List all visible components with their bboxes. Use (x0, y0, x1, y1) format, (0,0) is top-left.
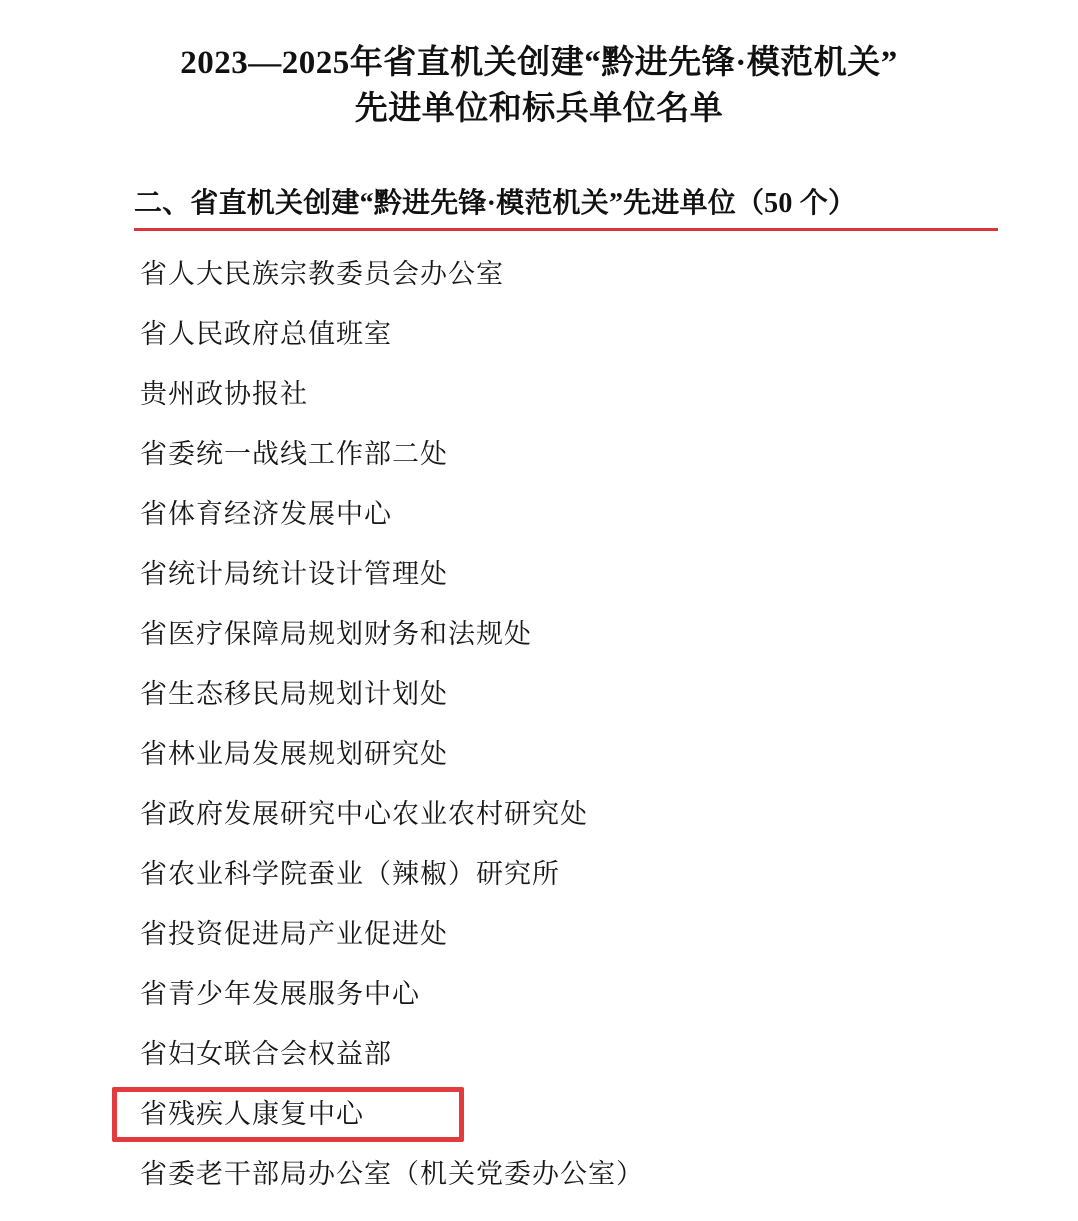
list-item (140, 424, 1026, 484)
list-item-label: 省青少年发展服务中心 (140, 979, 420, 1009)
list-item (140, 724, 1026, 784)
list-item-label: 省医疗保障局规划财务和法规处 (140, 619, 532, 649)
page-title-line-2: 先进单位和标兵单位名单 (354, 91, 724, 127)
list-item-label: 省投资促进局产业促进处 (140, 919, 448, 949)
list-item (140, 364, 1026, 424)
list-item-label: 省统计局统计设计管理处 (140, 559, 448, 589)
list-item (140, 604, 1026, 664)
section-heading-block (52, 184, 1026, 224)
list-item-label: 省农业科学院蚕业（辣椒）研究所 (140, 859, 560, 889)
list-item (140, 964, 1026, 1024)
list-item (140, 304, 1026, 364)
list-item (140, 1144, 1026, 1204)
section-heading: 二、省直机关创建“黔进先锋·模范机关”先进单位（50 个） (134, 188, 857, 219)
list-item-label: 贵州政协报社 (140, 379, 308, 409)
list-item (140, 1084, 1026, 1144)
list-item-label: 省委老干部局办公室（机关党委办公室） (140, 1159, 644, 1189)
list-item-label: 省人大民族宗教委员会办公室 (140, 259, 504, 289)
page-title (99, 34, 979, 132)
list-item-label: 省妇女联合会权益部 (140, 1039, 392, 1069)
list-item-label: 省生态移民局规划计划处 (140, 679, 448, 709)
list-item (140, 664, 1026, 724)
list-item (140, 904, 1026, 964)
list-item (140, 244, 1026, 304)
section-underline (134, 228, 998, 231)
list-item (140, 844, 1026, 904)
page-title-line-1: 2023—2025年省直机关创建“黔进先锋·模范机关” (180, 45, 898, 81)
list-item-label: 省林业局发展规划研究处 (140, 739, 448, 769)
list-item (140, 544, 1026, 604)
list-item-label: 省残疾人康复中心 (140, 1099, 364, 1129)
list-item (140, 484, 1026, 544)
list-item-label: 省人民政府总值班室 (140, 319, 392, 349)
list-item-label: 省政府发展研究中心农业农村研究处 (140, 799, 588, 829)
unit-list (52, 244, 1026, 1204)
list-item (140, 784, 1026, 844)
list-item (140, 1024, 1026, 1084)
list-item-label: 省委统一战线工作部二处 (140, 439, 448, 469)
list-item-label: 省体育经济发展中心 (140, 499, 392, 529)
